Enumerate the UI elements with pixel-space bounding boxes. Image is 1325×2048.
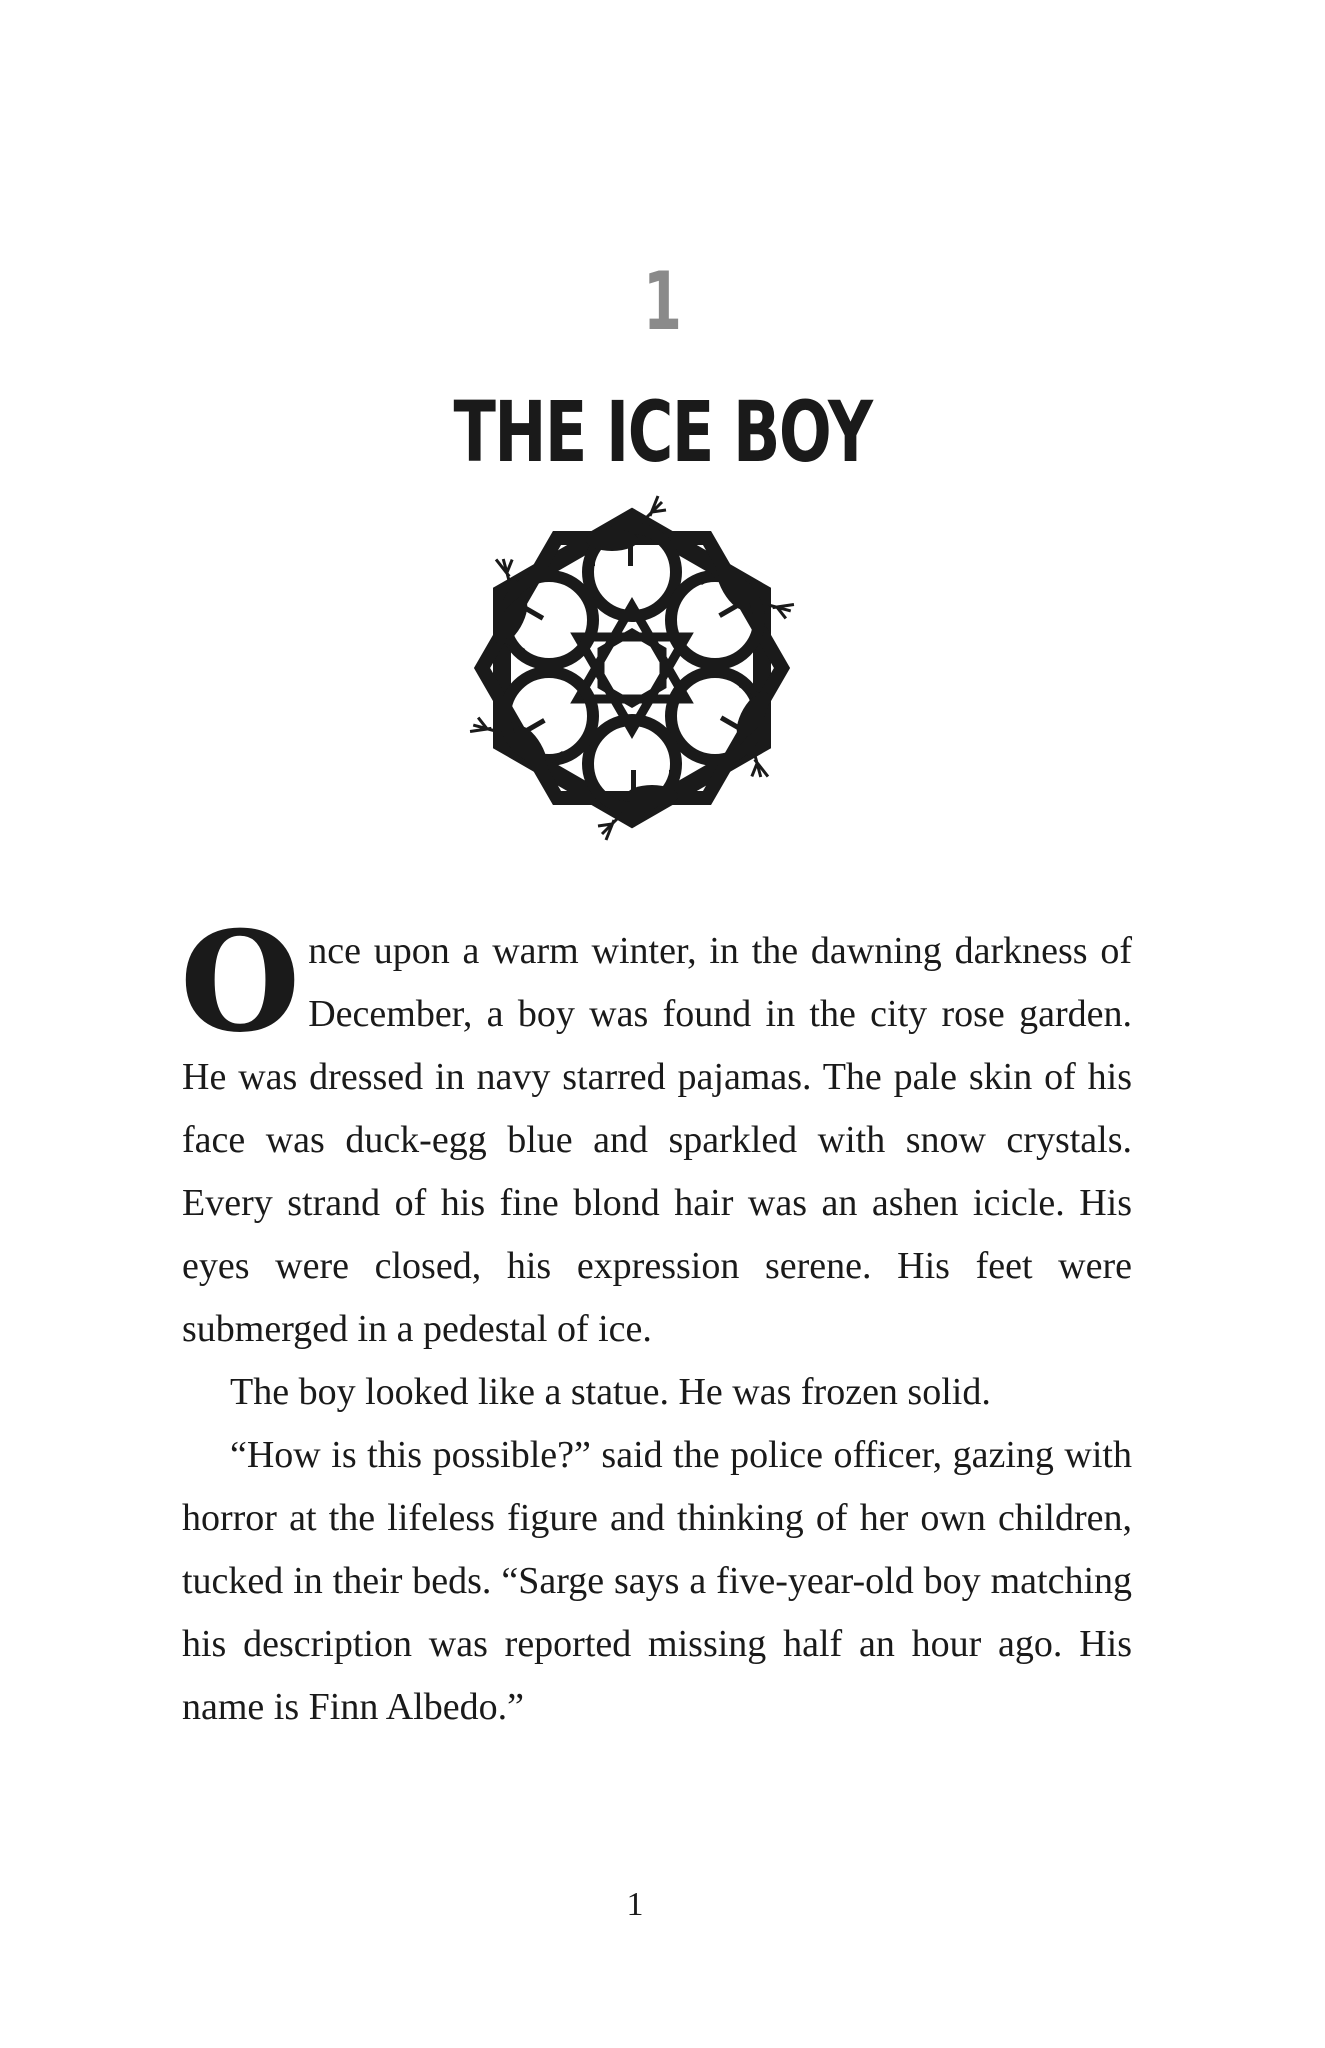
chapter-title-text: THE ICE BOY [453, 383, 872, 481]
drop-cap: O [180, 900, 301, 1063]
chapter-number: 1 [643, 255, 682, 348]
paragraph-opening [180, 900, 1132, 1361]
chapter-title [0, 383, 1325, 481]
page-number: 1 [626, 1886, 644, 1923]
chapter-body [180, 900, 1132, 1739]
paragraph: The boy looked like a statue. He was frozen solid. [230, 1371, 991, 1413]
paragraph-text: nce upon a warm winter, in the dawning darkness of December, a boy was found in the city rose garden. He was dressed in navy starred pajamas. The pale skin of his face was duck-egg blue and sparkled with snow crystals. Every strand of his fine blond hair was an ashen icicle. His eyes were closed, his expression serene. His feet were submerged in a pedestal of ice. [182, 930, 1132, 1350]
paragraph: “How is this possible?” said the police officer, gazing with horror at the lifeless figure and thinking of her own children, tucked in their beds. “Sarge says a five-year-old boy matching his description was reported missing half an hour ago. His name is Finn Albedo.” [182, 1434, 1132, 1728]
reindeer-snowflake-icon [452, 488, 812, 848]
